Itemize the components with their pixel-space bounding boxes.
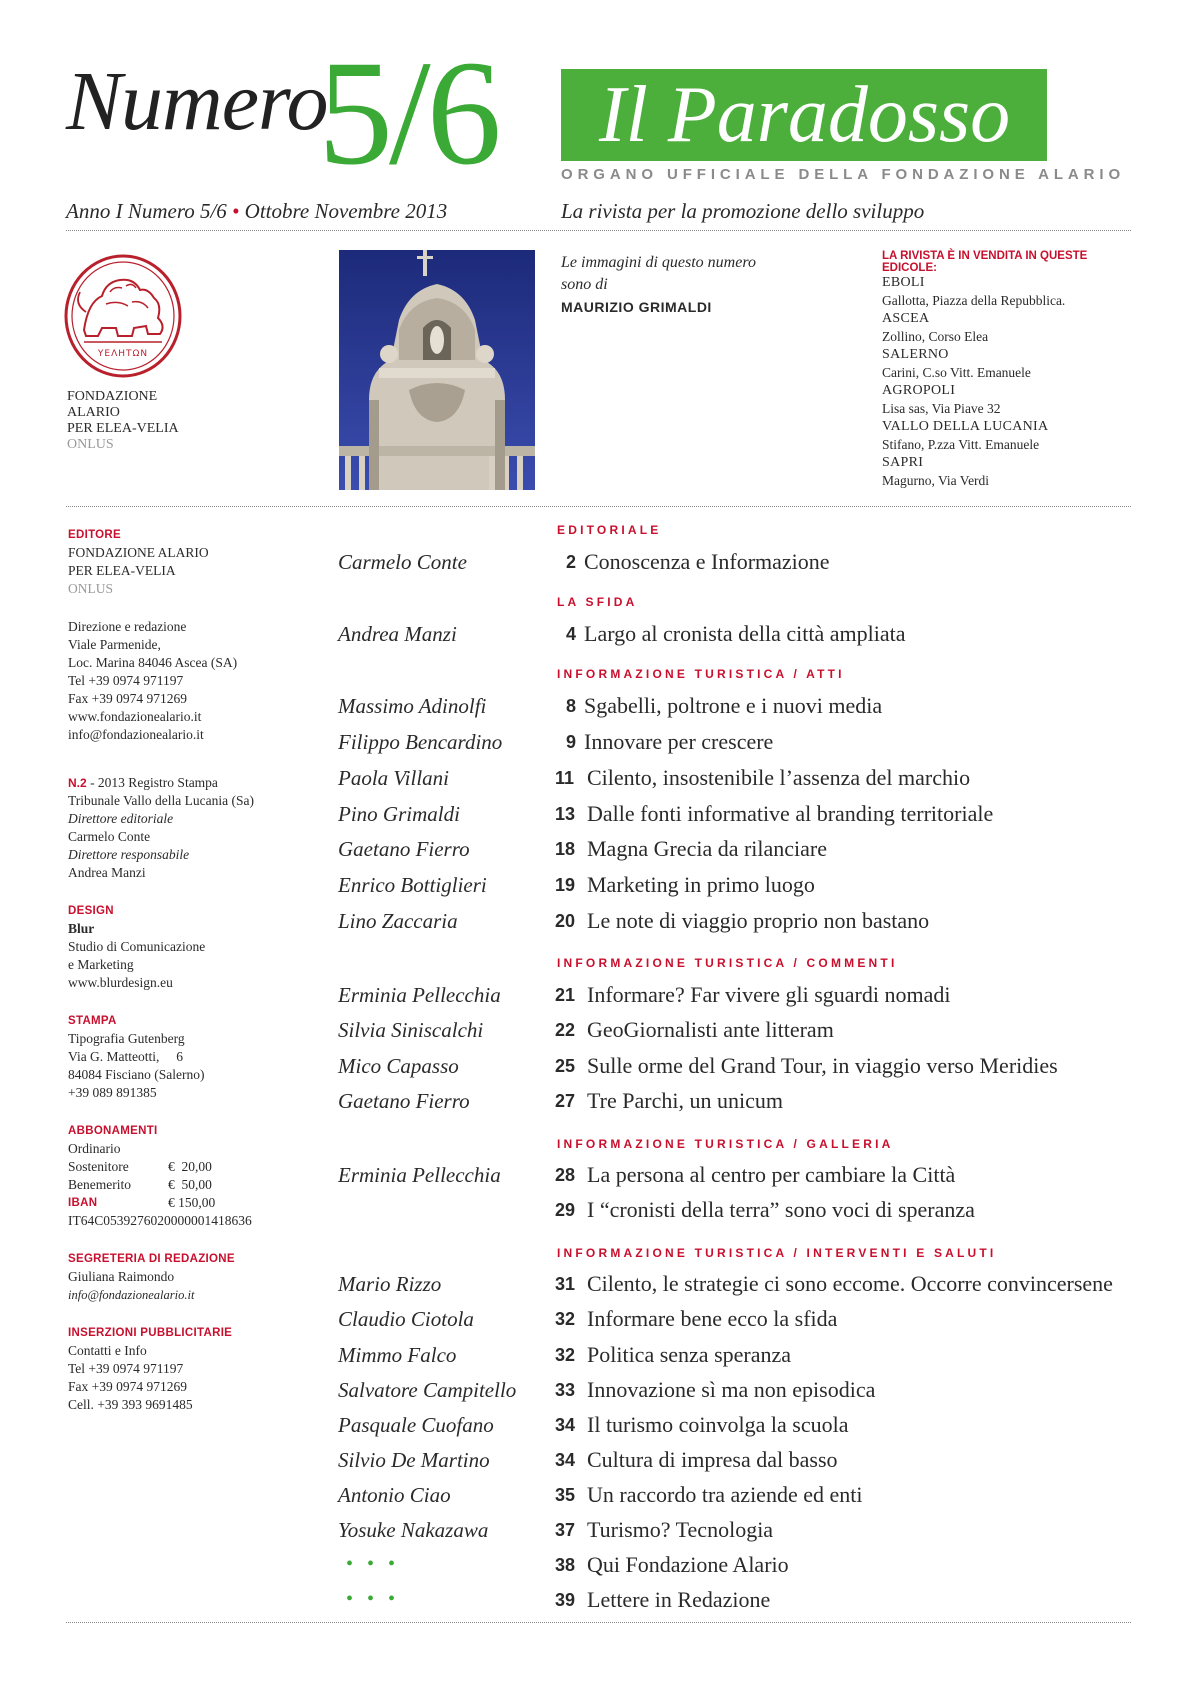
subscription-price: € 50,00 <box>168 1177 212 1192</box>
toc-author: Andrea Manzi <box>338 622 457 646</box>
toc-title[interactable]: Un raccordo tra aziende ed enti <box>587 1482 863 1507</box>
issue-line <box>66 199 447 224</box>
foundation-line: FONDAZIONE <box>67 389 158 404</box>
issue-year-number: Anno I Numero 5/6 <box>66 199 227 223</box>
iban-label: IBAN <box>68 1197 98 1209</box>
sale-shop: Magurno, Via Verdi <box>882 473 990 488</box>
toc-author: Gaetano Fierro <box>338 837 470 861</box>
toc-page-number: 11 <box>555 768 575 788</box>
magazine-title: Il Paradosso <box>599 71 1011 159</box>
toc-title[interactable]: Il turismo coinvolga la scuola <box>587 1412 849 1437</box>
abbonamenti-heading: ABBONAMENTI <box>68 1125 158 1137</box>
toc-author: Claudio Ciotola <box>338 1307 474 1331</box>
toc-title[interactable]: Informare bene ecco la sfida <box>587 1306 838 1331</box>
subscription-price: € 20,00 <box>168 1159 212 1174</box>
toc-page-number: 25 <box>555 1056 576 1076</box>
inserzioni-line: Tel +39 0974 971197 <box>68 1361 184 1376</box>
toc-author: Lino Zaccaria <box>338 909 458 933</box>
credit-line: sono di <box>561 276 608 293</box>
toc-author: Paola Villani <box>338 766 450 790</box>
editore-heading: EDITORE <box>68 529 122 541</box>
toc-title[interactable]: Innovare per crescere <box>584 729 774 754</box>
toc-author: Mimmo Falco <box>338 1343 457 1367</box>
toc-page-number: 19 <box>555 875 576 895</box>
baroque-facade-photo <box>339 250 535 490</box>
registro-number: N.2 <box>68 776 87 790</box>
toc-page-number: 27 <box>555 1091 576 1111</box>
address-line: Direzione e redazione <box>68 619 187 634</box>
sale-shop: Carini, C.so Vitt. Emanuele <box>882 365 1031 380</box>
toc-author: Filippo Bencardino <box>338 730 503 754</box>
stampa-heading: STAMPA <box>68 1015 117 1027</box>
design-heading: DESIGN <box>68 905 114 917</box>
editore-line: PER ELEA-VELIA <box>68 563 176 578</box>
toc-page-number: 9 <box>566 732 577 752</box>
inserzioni-heading: INSERZIONI PUBBLICITARIE <box>68 1327 233 1339</box>
stampa-line: 84084 Fisciano (Salerno) <box>68 1067 205 1082</box>
lion-coin-icon <box>62 252 184 387</box>
toc-page-number: 2 <box>566 552 577 572</box>
toc-author: Erminia Pellecchia <box>338 1163 501 1187</box>
segreteria-email-link[interactable]: info@fondazionealario.it <box>68 1288 195 1302</box>
design-line: e Marketing <box>68 957 134 972</box>
toc-title[interactable]: Qui Fondazione Alario <box>587 1552 789 1577</box>
email-link[interactable]: info@fondazionealario.it <box>68 727 204 742</box>
toc-author: Salvatore Campitello <box>338 1378 517 1402</box>
divider-bottom <box>66 1622 1131 1623</box>
toc-title[interactable]: La persona al centro per cambiare la Città <box>587 1162 956 1187</box>
segreteria-heading: SEGRETERIA DI REDAZIONE <box>68 1253 235 1265</box>
tagline: La rivista per la promozione dello sviluppo <box>561 199 925 223</box>
toc-title[interactable]: Tre Parchi, un unicum <box>587 1088 783 1113</box>
sale-city: SALERNO <box>882 347 949 362</box>
colophon <box>68 526 298 1414</box>
registro-line <box>68 774 298 792</box>
registro-text: - 2013 Registro Stampa <box>86 775 218 790</box>
stampa-line: +39 089 891385 <box>68 1085 157 1100</box>
toc-title[interactable]: Conoscenza e Informazione <box>584 549 830 574</box>
toc-author: Erminia Pellecchia <box>338 983 501 1007</box>
toc-title[interactable]: Magna Grecia da rilanciare <box>587 836 828 861</box>
section-heading: LA SFIDA <box>557 595 638 609</box>
section-heading: INFORMAZIONE TURISTICA / GALLERIA <box>557 1137 894 1151</box>
sale-shop: Lisa sas, Via Piave 32 <box>882 401 1001 416</box>
toc-title[interactable]: Largo al cronista della città ampliata <box>584 621 906 646</box>
toc-author: Silvio De Martino <box>338 1448 490 1472</box>
toc-page-number: 34 <box>555 1450 576 1470</box>
foundation-line: ALARIO <box>67 405 120 420</box>
toc-title[interactable]: Cilento, le strategie ci sono eccome. Occorre convincersene <box>587 1271 1113 1296</box>
sale-city: EBOLI <box>882 275 925 290</box>
toc-title[interactable]: Lettere in Redazione <box>587 1587 771 1612</box>
editore-onlus: ONLUS <box>68 581 114 596</box>
sale-shop: Zollino, Corso Elea <box>882 329 989 344</box>
toc-page-number: 32 <box>555 1309 576 1329</box>
divider-middle <box>66 506 1131 507</box>
toc-author: Pino Grimaldi <box>338 802 460 826</box>
editore-line: FONDAZIONE ALARIO <box>68 545 209 560</box>
toc-author: Mico Capasso <box>338 1054 459 1078</box>
toc-title[interactable]: Sulle orme del Grand Tour, in viaggio verso Meridies <box>587 1053 1058 1078</box>
toc-title[interactable]: GeoGiornalisti ante litteram <box>587 1017 834 1042</box>
images-credit <box>561 252 756 318</box>
toc-page-number: 35 <box>555 1485 576 1505</box>
website-link[interactable]: www.fondazionealario.it <box>68 709 202 724</box>
toc-title[interactable]: Turismo? Tecnologia <box>587 1517 774 1542</box>
toc-page-number: 39 <box>555 1590 576 1610</box>
toc-title[interactable]: Innovazione sì ma non episodica <box>587 1377 876 1402</box>
iban-code: IT64C0539276020000001418636 <box>68 1213 252 1228</box>
issue-separator: • <box>232 199 240 223</box>
brand-bar <box>561 69 1047 161</box>
toc-author: Mario Rizzo <box>338 1272 442 1296</box>
toc-author: Silvia Siniscalchi <box>338 1018 484 1042</box>
subscription-label: Benemerito <box>68 1177 131 1192</box>
address-line: Tel +39 0974 971197 <box>68 673 184 688</box>
toc-title[interactable]: Informare? Far vivere gli sguardi nomadi <box>587 982 951 1007</box>
issue-number: 5/6 <box>318 30 498 196</box>
subscription-label: Sostenitore <box>68 1159 129 1174</box>
toc-title[interactable]: Marketing in primo luogo <box>587 872 815 897</box>
inserzioni-line: Contatti e Info <box>68 1343 147 1358</box>
subscription-row <box>68 1176 298 1194</box>
sale-city: ASCEA <box>882 311 930 326</box>
toc-page-number: 18 <box>555 839 576 859</box>
toc-title[interactable]: Cilento, insostenibile l’assenza del marchio <box>587 765 971 790</box>
design-line: Studio di Comunicazione <box>68 939 206 954</box>
numero-label: Numero <box>66 55 328 148</box>
toc-page-number: 38 <box>555 1555 576 1575</box>
section-heading: INFORMAZIONE TURISTICA / COMMENTI <box>557 956 898 970</box>
address-line: Viale Parmenide, <box>68 637 161 652</box>
stampa-line: Via G. Matteotti, 6 <box>68 1049 184 1064</box>
foundation-name <box>67 389 179 453</box>
toc-title[interactable]: I “cronisti della terra” sono voci di speranza <box>587 1197 975 1222</box>
toc-page-number: 21 <box>555 985 576 1005</box>
foundation-line: PER ELEA-VELIA <box>67 421 179 436</box>
toc-author: Gaetano Fierro <box>338 1089 470 1113</box>
sale-city: SAPRI <box>882 455 924 470</box>
design-website-link[interactable]: www.blurdesign.eu <box>68 975 173 990</box>
coin-inscription: ΥΕΛΗΤΩΝ <box>97 349 149 359</box>
photographer-name: MAURIZIO GRIMALDI <box>561 299 712 315</box>
toc-page-number: 4 <box>566 624 577 644</box>
toc-title[interactable]: Politica senza speranza <box>587 1342 792 1367</box>
sale-points-heading: LA RIVISTA È IN VENDITA IN QUESTE EDICOLE: <box>882 250 1088 274</box>
green-dots: ••• <box>346 1553 410 1575</box>
toc-author: Antonio Ciao <box>338 1483 451 1507</box>
director-name: Andrea Manzi <box>68 865 146 880</box>
divider-top <box>66 230 1131 231</box>
toc-page-number: 22 <box>555 1020 576 1040</box>
toc-title[interactable]: Cultura di impresa dal basso <box>587 1447 838 1472</box>
toc-page-number: 20 <box>555 911 576 931</box>
sale-city: AGROPOLI <box>882 383 956 398</box>
sale-shop: Stifano, P.zza Vitt. Emanuele <box>882 437 1040 452</box>
toc-author: Pasquale Cuofano <box>338 1413 494 1437</box>
toc-author: Massimo Adinolfi <box>338 694 487 718</box>
toc-page-number: 33 <box>555 1380 576 1400</box>
magazine-subtitle: ORGANO UFFICIALE DELLA FONDAZIONE ALARIO <box>561 166 1126 183</box>
address-line: Loc. Marina 84046 Ascea (SA) <box>68 655 238 670</box>
director-label: Direttore editoriale <box>68 811 174 826</box>
toc-author: Enrico Bottiglieri <box>338 873 487 897</box>
toc-title[interactable]: Dalle fonti informative al branding territoriale <box>587 801 994 826</box>
inserzioni-line: Cell. +39 393 9691485 <box>68 1397 193 1412</box>
director-label: Direttore responsabile <box>68 847 190 862</box>
section-heading: INFORMAZIONE TURISTICA / ATTI <box>557 667 845 681</box>
foundation-onlus: ONLUS <box>67 437 114 452</box>
toc-page-number: 13 <box>555 804 576 824</box>
issue-date: Ottobre Novembre 2013 <box>244 199 448 223</box>
toc-author: Carmelo Conte <box>338 550 467 574</box>
segreteria-name: Giuliana Raimondo <box>68 1269 175 1284</box>
sale-points <box>882 250 1122 490</box>
sale-city: VALLO DELLA LUCANIA <box>882 419 1049 434</box>
credit-line: Le immagini di questo numero <box>561 254 756 271</box>
director-name: Carmelo Conte <box>68 829 151 844</box>
section-heading: INFORMAZIONE TURISTICA / INTERVENTI E SALUTI <box>557 1246 997 1260</box>
registro-line: Tribunale Vallo della Lucania (Sa) <box>68 793 254 808</box>
toc-page-number: 37 <box>555 1520 576 1540</box>
sale-shop: Gallotta, Piazza della Repubblica. <box>882 293 1066 308</box>
toc-title[interactable]: Sgabelli, poltrone e i nuovi media <box>584 693 883 718</box>
green-dots: ••• <box>346 1588 410 1610</box>
toc-page-number: 32 <box>555 1345 576 1365</box>
subscription-price: € 150,00 <box>168 1195 216 1210</box>
section-heading: EDITORIALE <box>557 523 662 537</box>
toc-title[interactable]: Le note di viaggio proprio non bastano <box>587 908 930 933</box>
toc-page-number: 8 <box>566 696 577 716</box>
subscription-row <box>68 1194 298 1212</box>
toc-author: Yosuke Nakazawa <box>338 1518 489 1542</box>
design-studio: Blur <box>68 921 95 936</box>
toc-page-number: 29 <box>555 1200 576 1220</box>
stampa-line: Tipografia Gutenberg <box>68 1031 185 1046</box>
subscription-type: Ordinario <box>68 1141 121 1156</box>
subscription-row <box>68 1158 298 1176</box>
inserzioni-line: Fax +39 0974 971269 <box>68 1379 187 1394</box>
toc-page-number: 28 <box>555 1165 576 1185</box>
address-line: Fax +39 0974 971269 <box>68 691 187 706</box>
toc-page-number: 31 <box>555 1274 576 1294</box>
toc-page-number: 34 <box>555 1415 576 1435</box>
